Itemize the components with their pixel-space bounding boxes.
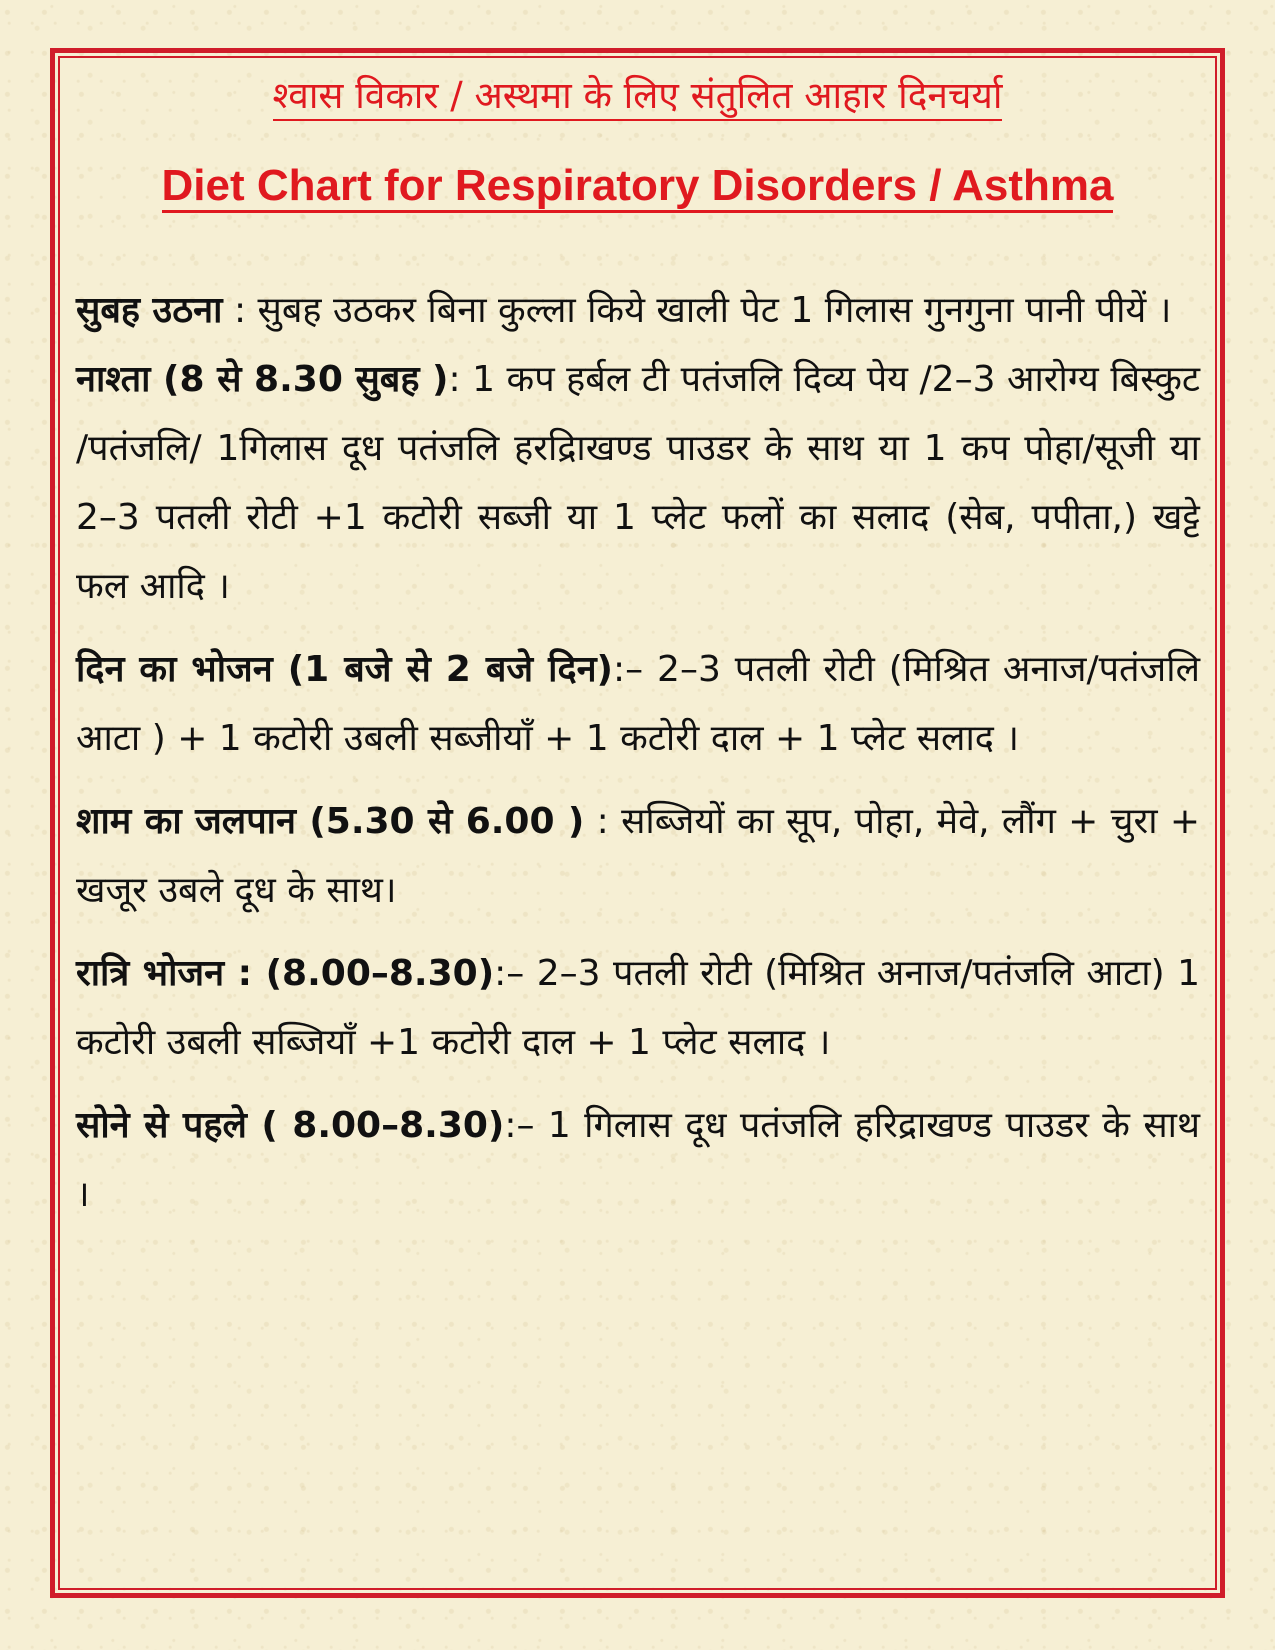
english-title bbox=[0, 158, 1275, 214]
section-text: : 1 कप हर्बल टी पतंजलि दिव्य पेय /2–3 आरोग्य बिस्कुट /पतंजलि/ 1गिलास दूध पतंजलि हरद्रिाखण्ड पाउडर के साथ या 1 कप पोहा/सूजी या 2–3 पतली रोटी +1 कटोरी सब्जी या 1 प्लेट फलों का सलाद (सेब, पपीता,) खट्टे फल आदि । bbox=[76, 359, 1200, 607]
section-text: :– 2–3 पतली रोटी (मिश्रित अनाज/पतंजलि आटा) 1 कटोरी उबली सब्जियाँ +1 कटोरी दाल + 1 प्लेट सलाद । bbox=[76, 953, 1200, 1063]
section-text: :– 2–3 पतली रोटी (मिश्रित अनाज/पतंजलि आटा ) + 1 कटोरी उबली सब्जीयाँ + 1 कटोरी दाल + 1 प्लेट सलाद । bbox=[76, 649, 1200, 759]
section-heading: सोने से पहले ( 8.00–8.30) bbox=[76, 1105, 505, 1146]
section-dinner bbox=[76, 939, 1200, 1077]
hindi-title-text: श्वास विकार / अस्थमा के लिए संतुलित आहार दिनचर्या bbox=[273, 74, 1003, 121]
diet-chart-body bbox=[76, 276, 1200, 1229]
section-text: :– 1 गिलास दूध पतंजलि हरिद्राखण्ड पाउडर के साथ । bbox=[76, 1105, 1200, 1215]
section-before-sleep bbox=[76, 1091, 1200, 1229]
section-heading: दिन का भोजन (1 बजे से 2 बजे दिन) bbox=[76, 649, 613, 690]
section-evening-snack bbox=[76, 787, 1200, 925]
section-text: : सुबह उठकर बिना कुल्ला किये खाली पेट 1 गिलास गुनगुना पानी पीयें । bbox=[222, 290, 1172, 331]
section-breakfast bbox=[76, 345, 1200, 621]
section-heading: शाम का जलपान (5.30 से 6.00 ) bbox=[76, 801, 585, 842]
hindi-title bbox=[0, 70, 1275, 122]
english-title-text: Diet Chart for Respiratory Disorders / Asthma bbox=[162, 161, 1114, 213]
section-text: : सब्जियों का सूप, पोहा, मेवे, लौंग + चुरा + खजूर उबले दूध के साथ। bbox=[76, 801, 1200, 911]
section-heading: रात्रि भोजन : (8.00–8.30) bbox=[76, 953, 495, 994]
section-heading: नाश्ता (8 से 8.30 सुबह ) bbox=[76, 359, 449, 400]
section-morning-wakeup bbox=[76, 276, 1200, 345]
section-heading: सुबह उठना bbox=[76, 290, 223, 331]
section-lunch bbox=[76, 635, 1200, 773]
